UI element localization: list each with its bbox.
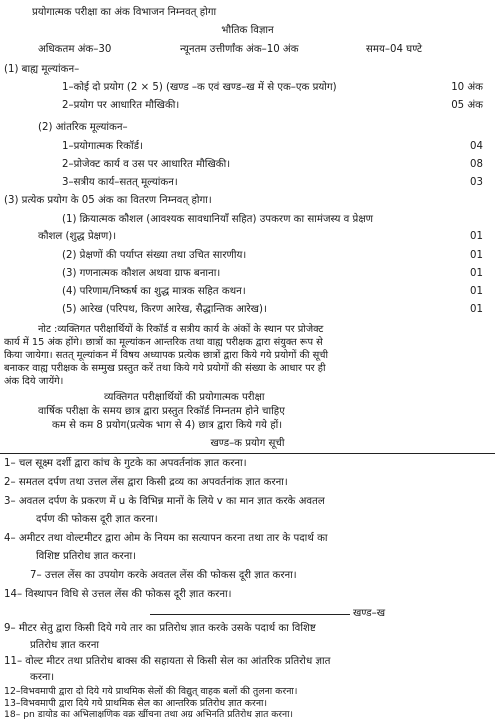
experiment-line: 18– pn डायोड का अभिलाक्षणिक वक्र खींचना तथा अग्र अभिनति प्रतिरोध ज्ञात करना। xyxy=(4,709,294,720)
note-line: बनाकर वाह्य परीक्षक के सम्मुख प्रस्तुत करें तथा किये गये प्रयोगों की संख्या के आधार पर ही xyxy=(4,363,326,374)
section-divider xyxy=(0,453,495,454)
distribution-item: (4) परिणाम/निष्कर्ष का शुद्ध मात्रक सहित कथन। xyxy=(62,286,246,297)
experiment-line: 13–विभवमापी द्वारा दिये गये प्राथमिक सेल का आन्तरिक प्रतिरोध ज्ञात करना। xyxy=(4,698,268,709)
internal-item: 1–प्रयोगात्मक रिकॉर्ड। xyxy=(62,141,143,152)
distribution-heading: (3) प्रत्येक प्रयोग के 05 अंक का वितरण निम्नवत् होगा। xyxy=(4,195,212,206)
internal-item: 2–प्रोजेक्ट कार्य व उस पर आधारित मौखिकी। xyxy=(62,159,231,170)
experiment-line: 12–विभवमापी द्वारा दो दिये गये प्राथमिक सेलों की विद्युत् वाहक बलों की तुलना करना। xyxy=(4,686,298,697)
distribution-item: (2) प्रेक्षणों की पर्याप्त संख्या तथा उचित सारणीय। xyxy=(62,250,247,261)
distribution-item-marks: 01 xyxy=(470,231,483,242)
subject-title: भौतिक विज्ञान xyxy=(221,25,274,36)
individual-title: व्यक्तिगत परीक्षार्थियों की प्रयोगात्मक परीक्षा xyxy=(104,392,265,403)
experiment-line-cont: करना। xyxy=(30,672,55,683)
experiment-line: 3– अवतल दर्पण के प्रकरण में u के विभिन्न मानों के लिये v का मान ज्ञात करके अवतल xyxy=(4,496,325,507)
individual-line: वार्षिक परीक्षा के समय छात्र द्वारा प्रस्तुत रिकॉर्ड निम्नतम होने चाहिए xyxy=(38,406,285,417)
internal-item-marks: 08 xyxy=(470,159,483,170)
external-item: 1–कोई दो प्रयोग (2 × 5) (खण्ड –क एवं खण्ड–ख में से एक–एक प्रयोग) xyxy=(62,82,337,93)
internal-item: 3–सत्रीय कार्य–सतत् मूल्यांकन। xyxy=(62,177,178,188)
experiment-line: 11– वोल्ट मीटर तथा प्रतिरोध बाक्स की सहायता से किसी सेल का आंतरिक प्रतिरोध ज्ञात xyxy=(4,656,331,667)
experiment-line: 4– अमीटर तथा वोल्टमीटर द्वारा ओम के नियम का सत्यापन करना तथा तार के पदार्थ का xyxy=(4,533,328,544)
experiment-line-cont: विशिष्ट प्रतिरोध ज्ञात करना। xyxy=(36,551,136,562)
section-divider xyxy=(150,614,350,615)
duration: समय–04 घण्टे xyxy=(366,44,423,55)
experiment-line: 2– समतल दर्पण तथा उत्तल लेंस द्वारा किसी द्रव्य का अपवर्तनांक ज्ञात करना। xyxy=(4,477,288,488)
note-line: नोट :व्यक्तिगत परीक्षार्थियों के रिकॉर्ड व सत्रीय कार्य के अंकों के स्थान पर प्रोजेक्ट xyxy=(38,324,324,335)
experiment-line-cont: दर्पण की फोकस दूरी ज्ञात करना। xyxy=(36,514,158,525)
internal-heading: (2) आंतरिक मूल्यांकन– xyxy=(38,122,128,133)
distribution-item-marks: 01 xyxy=(470,250,483,261)
external-heading: (1) बाह्य मूल्यांकन– xyxy=(4,64,80,75)
internal-item-marks: 04 xyxy=(470,141,483,152)
external-item-marks: 05 अंक xyxy=(451,100,483,111)
individual-line: कम से कम 8 प्रयोग(प्रत्येक भाग से 4) छात्र द्वारा किये गये हों। xyxy=(52,420,283,431)
distribution-item: (3) गणनात्मक कौशल अथवा ग्राफ बनाना। xyxy=(62,268,221,279)
experiment-line-cont: प्रतिरोध ज्ञात करना xyxy=(30,640,100,651)
internal-item-marks: 03 xyxy=(470,177,483,188)
page-title: प्रयोगात्मक परीक्षा का अंक विभाजन निम्नवत् होगा xyxy=(32,7,217,18)
section-b-heading: खण्ड–ख xyxy=(353,608,386,619)
distribution-item-marks: 01 xyxy=(470,286,483,297)
external-item-marks: 10 अंक xyxy=(451,82,483,93)
distribution-item-marks: 01 xyxy=(470,304,483,315)
distribution-item: (1) क्रियात्मक कौशल (आवश्यक सावधानियाँ सहित) उपकरण का सामंजस्य व प्रेक्षण xyxy=(62,214,374,225)
experiment-line: 9– मीटर सेतु द्वारा किसी दिये गये तार का प्रतिरोध ज्ञात करके उसके पदार्थ का विशिष्ट xyxy=(4,623,316,634)
note-line: अंक दिये जायेंगे। xyxy=(4,376,64,387)
distribution-item-marks: 01 xyxy=(470,268,483,279)
note-line: कार्य में 15 अंक होंगे। छात्रों का मूल्यांकन आन्तरिक तथा वाह्य परीक्षक द्वारा संयुक्त रूप से xyxy=(4,337,323,348)
distribution-item: (5) आरेख (परिपथ, किरण आरेख, सैद्धान्तिक आरेख)। xyxy=(62,304,267,315)
external-item: 2–प्रयोग पर आधारित मौखिकी। xyxy=(62,100,180,111)
distribution-item-cont: कौशल (शुद्ध प्रेक्षण)। xyxy=(38,231,117,242)
experiment-line: 7– उत्तल लेंस का उपयोग करके अवतल लेंस की फोकस दूरी ज्ञात करना। xyxy=(30,570,297,581)
experiment-line: 1– चल सूक्ष्म दर्शी द्वारा कांच के गुटके का अपवर्तनांक ज्ञात करना। xyxy=(4,458,247,469)
note-line: किया जायेगा। सतत् मूल्यांकन में विषय अध्यापक प्रत्येक छात्रों द्वारा किये गये प्रयोगों की सूची xyxy=(4,350,329,361)
min-marks: न्यूनतम उत्तीर्णांक अंक–10 अंक xyxy=(180,44,299,55)
section-a-heading: खण्ड–क प्रयोग सूची xyxy=(210,438,285,449)
max-marks: अधिकतम अंक–30 xyxy=(38,44,112,55)
experiment-line: 14– विस्थापन विधि से उत्तल लेंस की फोकस दूरी ज्ञात करना। xyxy=(4,589,232,600)
